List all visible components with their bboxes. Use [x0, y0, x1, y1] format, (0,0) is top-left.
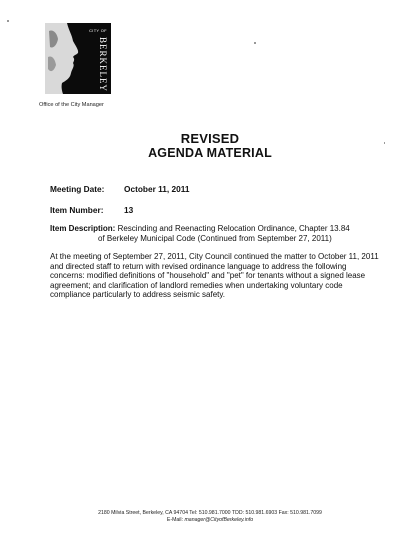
footer-email-link[interactable]: manager@CityofBerkeley.info [184, 517, 254, 523]
meeting-date-row [50, 184, 190, 194]
city-of-berkeley-logo [45, 23, 111, 94]
item-number-value: 13 [124, 205, 134, 215]
title-revised: REVISED [180, 131, 240, 146]
logo-city-of-text: CITY OF [89, 28, 107, 33]
footer-address: 2180 Milvia Street, Berkeley, CA 94704 Tel: 510.981.7000 TDD: 510.981.6903 Fax: 510.981.7099 [98, 510, 322, 516]
footer [0, 510, 420, 524]
item-description-label: Item Description: [50, 224, 116, 233]
profile-silhouette-icon [45, 23, 85, 94]
item-description [50, 224, 380, 244]
scan-speck [384, 142, 385, 144]
item-number-label: Item Number: [50, 205, 104, 215]
item-number-row [50, 205, 134, 215]
title-agenda-material: AGENDA MATERIAL [148, 146, 272, 160]
office-label: Office of the City Manager [39, 102, 104, 108]
item-description-line1: Rescinding and Reenacting Relocation Ordinance, Chapter 13.84 [117, 224, 350, 233]
footer-email-label: E-Mail: [166, 517, 184, 523]
scan-speck [7, 20, 9, 22]
footer-email-line [0, 517, 420, 524]
meeting-date-label: Meeting Date: [50, 184, 105, 194]
logo-berkeley-text: BERKELEY [98, 37, 108, 92]
body-paragraph: At the meeting of September 27, 2011, City Council continued the matter to October 11, 2011 and directed staff to return with revised ordinance language to address the following concerns: modified definitions of "household" and "pet" for tenants without a signed lease agreement; and clarification of landlord remedies when undertaking voluntary code compliance particularly to address seismic safety. [50, 252, 379, 300]
item-description-line2: of Berkeley Municipal Code (Continued from September 27, 2011) [98, 234, 332, 243]
scan-speck [254, 42, 256, 44]
meeting-date-value: October 11, 2011 [124, 184, 190, 194]
